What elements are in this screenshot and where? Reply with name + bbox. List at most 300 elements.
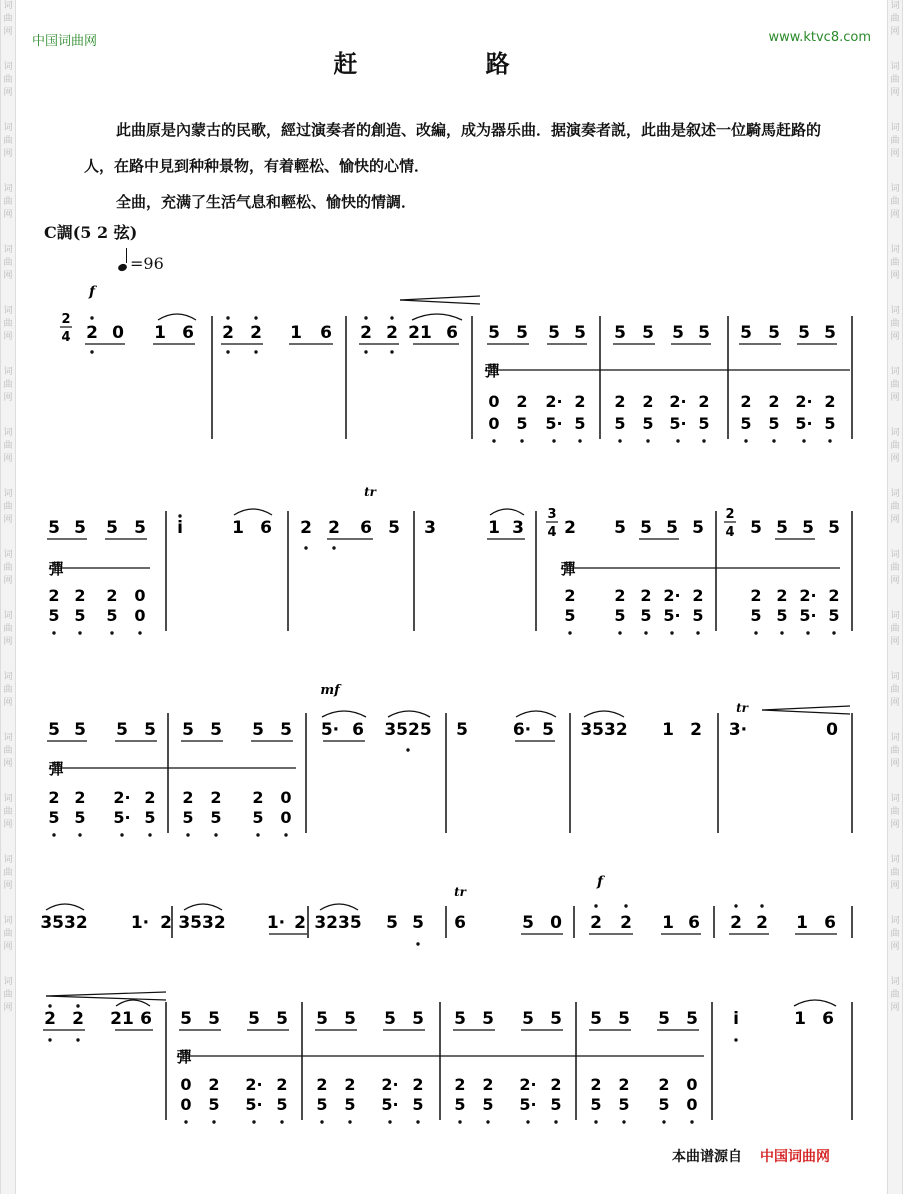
watermark-text: 词 曲 网 bbox=[3, 62, 13, 98]
melody-note: 5 bbox=[698, 323, 710, 343]
melody-note: 5 bbox=[548, 323, 560, 343]
accomp-note-upper: 0 bbox=[488, 392, 500, 411]
low-octave-dot bbox=[780, 631, 783, 634]
low-octave-dot bbox=[320, 1120, 323, 1123]
tan-marking: 彈 bbox=[560, 560, 576, 578]
accomp-note-upper: 2 bbox=[640, 586, 652, 605]
accomp-note-upper: 2 bbox=[618, 1075, 630, 1094]
low-octave-dot bbox=[644, 631, 647, 634]
melody-note: 5 bbox=[768, 323, 780, 343]
high-octave-dot bbox=[760, 904, 763, 907]
dynamic-f: f bbox=[88, 284, 96, 300]
melody-note: 5 bbox=[686, 1009, 698, 1029]
accomp-note-lower: 5 bbox=[640, 606, 652, 625]
melody-note: 5 bbox=[672, 323, 684, 343]
accomp-note-lower: 5 bbox=[316, 1095, 328, 1114]
low-octave-dot bbox=[646, 439, 649, 442]
watermark-text: 词 曲 网 bbox=[890, 367, 900, 403]
melody-note: 2 bbox=[300, 518, 312, 538]
low-octave-dot bbox=[226, 350, 229, 353]
tan-marking: 彈 bbox=[48, 560, 64, 578]
accomp-note-upper: 2 bbox=[642, 392, 654, 411]
accomp-note-upper: 2 bbox=[698, 392, 710, 411]
melody-note: 5 bbox=[618, 1009, 630, 1029]
watermark-text: 词 曲 网 bbox=[890, 184, 900, 220]
accomp-note-upper: 2· bbox=[381, 1075, 399, 1094]
accomp-note-lower: 5 bbox=[590, 1095, 602, 1114]
watermark-text: 词 曲 网 bbox=[3, 184, 13, 220]
watermark-text: 词 曲 网 bbox=[3, 733, 13, 769]
accomp-note-lower: 5 bbox=[614, 414, 626, 433]
high-octave-dot bbox=[364, 316, 367, 319]
melody-note: 5 bbox=[642, 323, 654, 343]
melody-note: 0 bbox=[112, 323, 124, 343]
dynamic-mf: mf bbox=[320, 683, 340, 698]
accomp-note-lower: 5 bbox=[210, 808, 222, 827]
accomp-note-upper: 2 bbox=[692, 586, 704, 605]
low-octave-dot bbox=[578, 439, 581, 442]
accomp-note-upper: 2· bbox=[663, 586, 681, 605]
melody-note: 5 bbox=[384, 1009, 396, 1029]
melody-note: 2 bbox=[360, 323, 372, 343]
melody-note: 6 bbox=[688, 913, 700, 933]
accomp-note-lower: 5 bbox=[344, 1095, 356, 1114]
melody-note: 2 bbox=[222, 323, 234, 343]
accomp-note-lower: 5 bbox=[658, 1095, 670, 1114]
melody-note: 5 bbox=[614, 323, 626, 343]
melody-note: 2 bbox=[620, 913, 632, 933]
watermark-text: 词 曲 网 bbox=[890, 245, 900, 281]
watermark-text: 词 曲 网 bbox=[890, 672, 900, 708]
accomp-note-lower: 5 bbox=[482, 1095, 494, 1114]
slur-arc bbox=[320, 904, 358, 910]
watermark-text: 词 曲 网 bbox=[890, 489, 900, 525]
low-octave-dot bbox=[110, 631, 113, 634]
dynamic-f: f bbox=[596, 874, 604, 890]
accomp-note-upper: 2· bbox=[799, 586, 817, 605]
watermark-text: 词 曲 网 bbox=[3, 794, 13, 830]
high-octave-dot bbox=[624, 904, 627, 907]
watermark-text: 词 曲 网 bbox=[890, 611, 900, 647]
melody-note: 2 bbox=[294, 913, 306, 933]
accomp-note-upper: 2 bbox=[48, 586, 60, 605]
melody-note: i bbox=[177, 518, 183, 538]
accomp-note-upper: 2 bbox=[590, 1075, 602, 1094]
hairpin-line bbox=[400, 300, 480, 304]
accomp-note-lower: 0 bbox=[686, 1095, 698, 1114]
accomp-note-upper: 2 bbox=[824, 392, 836, 411]
melody-note: 6 bbox=[824, 913, 836, 933]
melody-note: 2 bbox=[72, 1009, 84, 1029]
slur-arc bbox=[322, 711, 366, 717]
hairpin-line bbox=[762, 710, 850, 714]
accomp-note-lower: 5 bbox=[144, 808, 156, 827]
accomp-note-lower: 5· bbox=[381, 1095, 399, 1114]
slur-arc bbox=[412, 314, 462, 320]
slur-arc bbox=[184, 904, 222, 910]
melody-note: 5 bbox=[750, 518, 762, 538]
melody-note: 5 bbox=[48, 720, 60, 740]
low-octave-dot bbox=[186, 833, 189, 836]
accomp-note-upper: 2 bbox=[344, 1075, 356, 1094]
tempo-value: =96 bbox=[130, 254, 164, 273]
melody-note: 5 bbox=[740, 323, 752, 343]
slur-arc bbox=[116, 1000, 150, 1006]
melody-note: 5 bbox=[106, 518, 118, 538]
watermark-text: 词 曲 网 bbox=[890, 428, 900, 464]
accomp-note-lower: 0 bbox=[134, 606, 146, 625]
low-octave-dot bbox=[256, 833, 259, 836]
low-octave-dot bbox=[554, 1120, 557, 1123]
accomp-note-lower: 5 bbox=[618, 1095, 630, 1114]
melody-note: 5 bbox=[116, 720, 128, 740]
hairpin-line bbox=[762, 706, 850, 710]
low-octave-dot bbox=[76, 1038, 79, 1041]
time-signature-top: 3 bbox=[547, 507, 557, 522]
accomp-note-upper: 2· bbox=[519, 1075, 537, 1094]
melody-note: 2 bbox=[564, 518, 576, 538]
melody-note: 5 bbox=[182, 720, 194, 740]
tan-marking: 彈 bbox=[176, 1048, 192, 1066]
melody-note: 5 bbox=[522, 913, 534, 933]
accomp-note-lower: 5 bbox=[614, 606, 626, 625]
high-octave-dot bbox=[254, 316, 257, 319]
accomp-note-lower: 5 bbox=[252, 808, 264, 827]
accomp-note-upper: 2 bbox=[144, 788, 156, 807]
melody-note: 1· bbox=[130, 913, 150, 933]
watermark-text: 词 曲 网 bbox=[3, 367, 13, 403]
watermark-text: 词 曲 网 bbox=[3, 489, 13, 525]
melody-note: 3 bbox=[512, 518, 524, 538]
melody-note: 5 bbox=[210, 720, 222, 740]
low-octave-dot bbox=[458, 1120, 461, 1123]
slur-arc bbox=[46, 904, 84, 910]
trill-marking: tr bbox=[454, 885, 466, 899]
melody-note: 2 bbox=[86, 323, 98, 343]
accomp-note-lower: 5· bbox=[245, 1095, 263, 1114]
accomp-note-upper: 2 bbox=[208, 1075, 220, 1094]
melody-note: 5 bbox=[574, 323, 586, 343]
accomp-note-upper: 2· bbox=[545, 392, 563, 411]
melody-note: 1 bbox=[290, 323, 302, 343]
melody-note: 1 bbox=[232, 518, 244, 538]
melody-note: 2 bbox=[44, 1009, 56, 1029]
melody-note: 6 bbox=[446, 323, 458, 343]
accomp-note-upper: 2 bbox=[740, 392, 752, 411]
accomp-note-upper: 2 bbox=[252, 788, 264, 807]
melody-note: 6 bbox=[182, 323, 194, 343]
watermark-text: 词 曲 网 bbox=[3, 428, 13, 464]
hairpin-line bbox=[46, 996, 166, 1000]
melody-note: 5 bbox=[542, 720, 554, 740]
melody-note: 1 bbox=[796, 913, 808, 933]
watermark-text: 词 曲 网 bbox=[890, 550, 900, 586]
low-octave-dot bbox=[520, 439, 523, 442]
accomp-note-lower: 5 bbox=[564, 606, 576, 625]
time-signature-bottom: 4 bbox=[547, 525, 557, 540]
accomp-note-upper: 2· bbox=[669, 392, 687, 411]
watermark-text: 词 曲 网 bbox=[3, 306, 13, 342]
low-octave-dot bbox=[552, 439, 555, 442]
melody-note: 6 bbox=[360, 518, 372, 538]
watermark-text: 词 曲 网 bbox=[890, 123, 900, 159]
accomp-note-lower: 0 bbox=[180, 1095, 192, 1114]
accomp-note-lower: 5· bbox=[545, 414, 563, 433]
melody-note: 3532 bbox=[178, 913, 226, 933]
time-signature-bottom: 4 bbox=[61, 330, 71, 345]
melody-note: 6· bbox=[512, 720, 532, 740]
trill-marking: tr bbox=[736, 701, 748, 715]
low-octave-dot bbox=[618, 439, 621, 442]
accomp-note-lower: 0 bbox=[488, 414, 500, 433]
melody-note: 6 bbox=[822, 1009, 834, 1029]
melody-note: 21 bbox=[408, 323, 432, 343]
low-octave-dot bbox=[486, 1120, 489, 1123]
melody-note: 5 bbox=[180, 1009, 192, 1029]
accomp-note-upper: 2 bbox=[516, 392, 528, 411]
watermark-text: 词 曲 网 bbox=[3, 916, 13, 952]
melody-note: 5 bbox=[74, 720, 86, 740]
high-octave-dot bbox=[734, 904, 737, 907]
melody-note: 5 bbox=[412, 913, 424, 933]
accomp-note-lower: 5 bbox=[106, 606, 118, 625]
low-octave-dot bbox=[806, 631, 809, 634]
melody-note: 5 bbox=[522, 1009, 534, 1029]
accomp-note-lower: 5 bbox=[74, 808, 86, 827]
accomp-note-upper: 2 bbox=[210, 788, 222, 807]
accomp-note-upper: 2 bbox=[658, 1075, 670, 1094]
accomp-note-upper: 2 bbox=[276, 1075, 288, 1094]
low-octave-dot bbox=[662, 1120, 665, 1123]
low-octave-dot bbox=[416, 1120, 419, 1123]
melody-note: 5 bbox=[550, 1009, 562, 1029]
low-octave-dot bbox=[568, 631, 571, 634]
time-signature-top: 2 bbox=[725, 507, 735, 522]
melody-note: 1 bbox=[154, 323, 166, 343]
hairpin-line bbox=[46, 992, 166, 996]
low-octave-dot bbox=[332, 546, 335, 549]
site-name-left: 中国词曲网 bbox=[32, 34, 98, 49]
accomp-note-lower: 5 bbox=[750, 606, 762, 625]
time-signature-top: 2 bbox=[61, 312, 71, 327]
tan-marking: 彈 bbox=[484, 362, 500, 380]
low-octave-dot bbox=[802, 439, 805, 442]
low-octave-dot bbox=[252, 1120, 255, 1123]
low-octave-dot bbox=[696, 631, 699, 634]
watermark-text: 词 曲 网 bbox=[3, 1, 13, 37]
intro-paragraph-2: 全曲，充满了生活气息和輕松、愉快的情調． bbox=[116, 193, 417, 211]
melody-note: 1 bbox=[794, 1009, 806, 1029]
melody-note: 5 bbox=[776, 518, 788, 538]
melody-note: 5 bbox=[640, 518, 652, 538]
accomp-note-lower: 5 bbox=[698, 414, 710, 433]
high-octave-dot bbox=[48, 1004, 51, 1007]
time-signature-bottom: 4 bbox=[725, 525, 735, 540]
accomp-note-upper: 2· bbox=[113, 788, 131, 807]
melody-note: 3532 bbox=[40, 913, 88, 933]
low-octave-dot bbox=[734, 1038, 737, 1041]
watermark-text: 词 曲 网 bbox=[3, 611, 13, 647]
low-octave-dot bbox=[364, 350, 367, 353]
footer-brand[interactable]: 中国词曲网 bbox=[760, 1149, 830, 1165]
melody-note: 2 bbox=[160, 913, 172, 933]
key-signature: C調(5 2 弦) bbox=[44, 223, 138, 242]
melody-note: 0 bbox=[550, 913, 562, 933]
low-octave-dot bbox=[214, 833, 217, 836]
accomp-note-upper: 2 bbox=[614, 392, 626, 411]
slur-arc bbox=[516, 711, 556, 717]
low-octave-dot bbox=[284, 833, 287, 836]
watermark-text: 词 曲 网 bbox=[890, 794, 900, 830]
slur-arc bbox=[158, 314, 196, 320]
accomp-note-upper: 2· bbox=[795, 392, 813, 411]
melody-note: 3525 bbox=[384, 720, 432, 740]
accomp-note-upper: 2 bbox=[776, 586, 788, 605]
watermark-text: 词 曲 网 bbox=[3, 672, 13, 708]
low-octave-dot bbox=[148, 833, 151, 836]
accomp-note-lower: 0 bbox=[280, 808, 292, 827]
melody-note: 1 bbox=[662, 913, 674, 933]
melody-note: 5 bbox=[798, 323, 810, 343]
slur-arc bbox=[490, 509, 524, 515]
low-octave-dot bbox=[212, 1120, 215, 1123]
melody-note: 2 bbox=[756, 913, 768, 933]
accomp-note-lower: 5 bbox=[824, 414, 836, 433]
accomp-note-lower: 5 bbox=[412, 1095, 424, 1114]
melody-note: 5 bbox=[666, 518, 678, 538]
watermark-text: 词 曲 网 bbox=[890, 916, 900, 952]
melody-note: 2 bbox=[386, 323, 398, 343]
watermark-text: 词 曲 网 bbox=[3, 855, 13, 891]
watermark-text: 词 曲 网 bbox=[3, 245, 13, 281]
accomp-note-upper: 0 bbox=[180, 1075, 192, 1094]
accomp-note-lower: 5· bbox=[113, 808, 131, 827]
melody-note: 2 bbox=[328, 518, 340, 538]
accomp-note-upper: 2 bbox=[316, 1075, 328, 1094]
watermark-text: 词 曲 网 bbox=[890, 1, 900, 37]
low-octave-dot bbox=[390, 350, 393, 353]
accomp-note-lower: 5· bbox=[663, 606, 681, 625]
melody-note: 5 bbox=[412, 1009, 424, 1029]
melody-note: 5 bbox=[516, 323, 528, 343]
high-octave-dot bbox=[226, 316, 229, 319]
watermark-text: 词 曲 网 bbox=[3, 550, 13, 586]
watermark-text: 词 曲 网 bbox=[890, 306, 900, 342]
melody-note: 6 bbox=[320, 323, 332, 343]
melody-note: 5 bbox=[248, 1009, 260, 1029]
low-octave-dot bbox=[348, 1120, 351, 1123]
accomp-note-lower: 5 bbox=[740, 414, 752, 433]
accomp-note-upper: 0 bbox=[280, 788, 292, 807]
melody-note: 5 bbox=[456, 720, 468, 740]
low-octave-dot bbox=[52, 833, 55, 836]
low-octave-dot bbox=[78, 631, 81, 634]
melody-note: 5 bbox=[488, 323, 500, 343]
melody-note: 1 bbox=[488, 518, 500, 538]
melody-note: 5 bbox=[144, 720, 156, 740]
intro-paragraph-1: 此曲原是內蒙古的民歌，經过演奏者的創造、改編，成为器乐曲．据演奏者説，此曲是叙述一位騎馬赶路的人，在路中見到种种景物，有着輕松、愉快的心情． bbox=[84, 121, 822, 175]
accomp-note-upper: 2 bbox=[106, 586, 118, 605]
melody-note: 5 bbox=[388, 518, 400, 538]
low-octave-dot bbox=[676, 439, 679, 442]
melody-note: 5 bbox=[74, 518, 86, 538]
accomp-note-lower: 5 bbox=[692, 606, 704, 625]
high-octave-dot bbox=[390, 316, 393, 319]
melody-note: 5 bbox=[386, 913, 398, 933]
slur-arc bbox=[794, 1000, 836, 1006]
low-octave-dot bbox=[690, 1120, 693, 1123]
melody-note: 5 bbox=[802, 518, 814, 538]
melody-note: 6 bbox=[140, 1009, 152, 1029]
accomp-note-upper: 2 bbox=[454, 1075, 466, 1094]
low-octave-dot bbox=[622, 1120, 625, 1123]
melody-note: 2 bbox=[590, 913, 602, 933]
low-octave-dot bbox=[388, 1120, 391, 1123]
watermark-text: 词 曲 网 bbox=[890, 62, 900, 98]
melody-note: 6 bbox=[352, 720, 364, 740]
site-url-right: www.ktvc8.com bbox=[768, 30, 871, 45]
melody-note: 5 bbox=[280, 720, 292, 740]
accomp-note-upper: 2 bbox=[768, 392, 780, 411]
accomp-note-upper: 2 bbox=[74, 788, 86, 807]
melody-note: 5 bbox=[590, 1009, 602, 1029]
melody-note: 1 bbox=[662, 720, 674, 740]
accomp-note-upper: 2 bbox=[74, 586, 86, 605]
accomp-note-lower: 5 bbox=[768, 414, 780, 433]
accomp-note-lower: 5 bbox=[828, 606, 840, 625]
low-octave-dot bbox=[416, 942, 419, 945]
melody-note: 5 bbox=[482, 1009, 494, 1029]
low-octave-dot bbox=[280, 1120, 283, 1123]
melody-note: i bbox=[733, 1009, 739, 1029]
footer-source-label: 本曲谱源自 bbox=[672, 1149, 742, 1165]
low-octave-dot bbox=[744, 439, 747, 442]
watermark-text: 词 曲 网 bbox=[3, 123, 13, 159]
melody-note: 2 bbox=[690, 720, 702, 740]
accomp-note-upper: 2 bbox=[574, 392, 586, 411]
accomp-note-lower: 5 bbox=[642, 414, 654, 433]
melody-note: 5 bbox=[48, 518, 60, 538]
accomp-note-lower: 5 bbox=[574, 414, 586, 433]
accomp-note-lower: 5· bbox=[799, 606, 817, 625]
melody-note: 3 bbox=[424, 518, 436, 538]
melody-note: 3· bbox=[728, 720, 748, 740]
low-octave-dot bbox=[594, 1120, 597, 1123]
watermark-text: 词 曲 网 bbox=[890, 977, 900, 1013]
low-octave-dot bbox=[492, 439, 495, 442]
low-octave-dot bbox=[304, 546, 307, 549]
low-octave-dot bbox=[828, 439, 831, 442]
accomp-note-upper: 2 bbox=[482, 1075, 494, 1094]
melody-note: 2 bbox=[250, 323, 262, 343]
high-octave-dot bbox=[594, 904, 597, 907]
accomp-note-lower: 5· bbox=[795, 414, 813, 433]
melody-note: 5 bbox=[824, 323, 836, 343]
low-octave-dot bbox=[526, 1120, 529, 1123]
melody-note: 5· bbox=[320, 720, 340, 740]
melody-note: 5 bbox=[658, 1009, 670, 1029]
accomp-note-lower: 5 bbox=[74, 606, 86, 625]
melody-note: 5 bbox=[828, 518, 840, 538]
accomp-note-lower: 5 bbox=[48, 606, 60, 625]
low-octave-dot bbox=[254, 350, 257, 353]
high-octave-dot bbox=[178, 514, 181, 517]
high-octave-dot bbox=[76, 1004, 79, 1007]
melody-note: 5 bbox=[252, 720, 264, 740]
slur-arc bbox=[234, 509, 272, 515]
watermark-text: 词 曲 网 bbox=[890, 855, 900, 891]
melody-note: 0 bbox=[826, 720, 838, 740]
